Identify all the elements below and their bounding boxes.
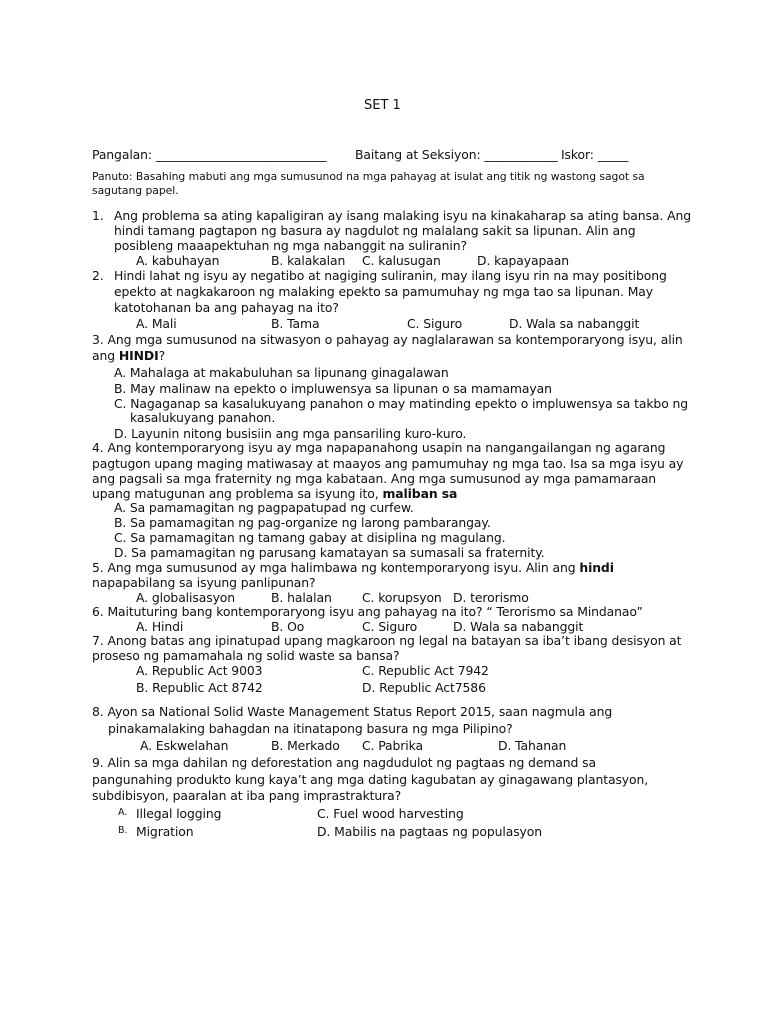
choice-c-continued: kasalukuyang panahon. — [130, 410, 276, 425]
instructions-line-2: sagutang papel. — [92, 184, 179, 197]
question-text: 4. Ang kontemporaryong isyu ay mga napapanahong usapin na nangangailangan ng agarang — [92, 440, 666, 455]
choice-d: D. Layunin nitong busisiin ang mga pansariling kuro-kuro. — [114, 426, 467, 441]
choice-a: A. Sa pamamagitan ng pagpapatupad ng curfew. — [114, 500, 414, 515]
question-text: Ang problema sa ating kapaligiran ay isang malaking isyu na kinakaharap sa ating bansa. Ang — [114, 208, 691, 223]
choice-d: D. Sa pamamagitan ng parusang kamatayan sa sumasali sa fraternity. — [114, 545, 545, 560]
choice-b: B. Sa pamamagitan ng pag-organize ng larong pambarangay. — [114, 515, 491, 530]
choice-b: B. halalan — [271, 590, 332, 605]
choice-c: C. Nagaganap sa kasalukuyang panahon o may matinding epekto o impluwensya sa takbo ng — [114, 396, 689, 411]
question-number: 2. — [92, 268, 104, 283]
question-text: 3. Ang mga sumusunod na sitwasyon o pahayag ay naglalarawan sa kontemporaryong isyu, alin — [92, 332, 683, 347]
choice-a: A. Mali — [136, 316, 177, 331]
choice-a: A. Hindi — [136, 619, 184, 634]
choice-b: Migration — [136, 824, 194, 839]
choice-b-letter: B. — [118, 825, 128, 836]
choice-c: C. Fuel wood harvesting — [317, 806, 464, 821]
question-text: posibleng maaapektuhan ng mga nabanggit na suliranin? — [114, 238, 467, 253]
choice-d: D. Tahanan — [498, 738, 567, 753]
question-text: subdibisyon, paaralan at iba pang imprastraktura? — [92, 788, 402, 803]
choice-c: C. Sa pamamagitan ng tamang gabay at disiplina ng magulang. — [114, 530, 506, 545]
choice-b: B. May malinaw na epekto o impluwensya sa lipunan o sa mamamayan — [114, 381, 552, 396]
choice-c: C. kalusugan — [362, 253, 441, 268]
choice-c: C. Pabrika — [362, 738, 423, 753]
section-field-label: Baitang at Seksiyon: ____________ — [355, 147, 558, 162]
choice-d: D. kapayapaan — [477, 253, 569, 268]
name-field-label: Pangalan: ____________________________ — [92, 147, 327, 162]
choice-a-letter: A. — [118, 807, 128, 818]
question-text: ang pagsali sa mga fraternity ng mga kabataan. Ang mga sumusunod ay mga pamamaraan — [92, 471, 657, 486]
choice-a: A. Eskwelahan — [140, 738, 229, 753]
question-text: pinakamalaking bahagdan na itinatapong basura ng mga Pilipino? — [108, 721, 513, 736]
choice-a: A. kabuhayan — [136, 253, 220, 268]
choice-b: B. Tama — [271, 316, 320, 331]
question-text: hindi tamang pagtapon ng basura ay nagdulot ng malalang sakit sa lipunan. Alin ang — [114, 223, 636, 238]
question-text: pangunahing produkto kung kaya’t ang mga dating kagubatan ay ginagawang plantasyon, — [92, 772, 649, 787]
choice-a: A. globalisasyon — [136, 590, 236, 605]
question-text: 8. Ayon sa National Solid Waste Management Status Report 2015, saan nagmula ang — [92, 704, 613, 719]
choice-b: B. kalakalan — [271, 253, 346, 268]
question-text: epekto at nagkakaroon ng malaking epekto sa pamumuhay ng mga tao sa lipunan. May — [114, 284, 654, 299]
question-text: katotohanan ba ang pahayag na ito? — [114, 300, 339, 315]
choice-a: Illegal logging — [136, 806, 222, 821]
choice-d: D. Mabilis na pagtaas ng populasyon — [317, 824, 543, 839]
question-number: 1. — [92, 208, 104, 223]
choice-c: C. Republic Act 7942 — [362, 663, 489, 678]
page-title: SET 1 — [364, 98, 401, 113]
question-text: Hindi lahat ng isyu ay negatibo at nagiging suliranin, may ilang isyu rin na may positibong — [114, 268, 667, 283]
choice-d: D. Wala sa nabanggit — [453, 619, 584, 634]
question-text: 9. Alin sa mga dahilan ng deforestation ang nagdudulot ng pagtaas ng demand sa — [92, 755, 597, 770]
choice-d: D. Wala sa nabanggit — [509, 316, 640, 331]
question-text: proseso ng pamamahala ng solid waste sa bansa? — [92, 648, 400, 663]
choice-c: C. Siguro — [407, 316, 463, 331]
question-text: 6. Maituturing bang kontemporaryong isyu ang pahayag na ito? “ Terorismo sa Mindanao” — [92, 604, 643, 619]
instructions-line-1: Panuto: Basahing mabuti ang mga sumusunod na mga pahayag at isulat ang titik ng wastong sagot sa — [92, 170, 645, 183]
score-field-label: Iskor: _____ — [561, 147, 629, 162]
choice-b: B. Republic Act 8742 — [136, 680, 263, 695]
choice-d: D. terorismo — [453, 590, 529, 605]
choice-a: A. Republic Act 9003 — [136, 663, 263, 678]
question-text: upang matugunan ang problema sa isyung ito, maliban sa — [92, 486, 458, 501]
choice-d: D. Republic Act7586 — [362, 680, 486, 695]
question-text: ang HINDI? — [92, 348, 166, 363]
choice-b: B. Merkado — [271, 738, 340, 753]
choice-c: C. Siguro — [362, 619, 418, 634]
question-text: pagtugon upang maging matiwasay at maayos ang pamumuhay ng mga tao. Isa sa mga isyu ay — [92, 456, 684, 471]
question-text: napapabilang sa isyung panlipunan? — [92, 575, 316, 590]
choice-a: A. Mahalaga at makabuluhan sa lipunang ginagalawan — [114, 365, 449, 380]
choice-b: B. Oo — [271, 619, 305, 634]
question-text: 7. Anong batas ang ipinatupad upang magkaroon ng legal na batayan sa iba’t ibang desisyon at — [92, 633, 682, 648]
choice-c: C. korupsyon — [362, 590, 442, 605]
question-text: 5. Ang mga sumusunod ay mga halimbawa ng kontemporaryong isyu. Alin ang hindi — [92, 560, 614, 575]
